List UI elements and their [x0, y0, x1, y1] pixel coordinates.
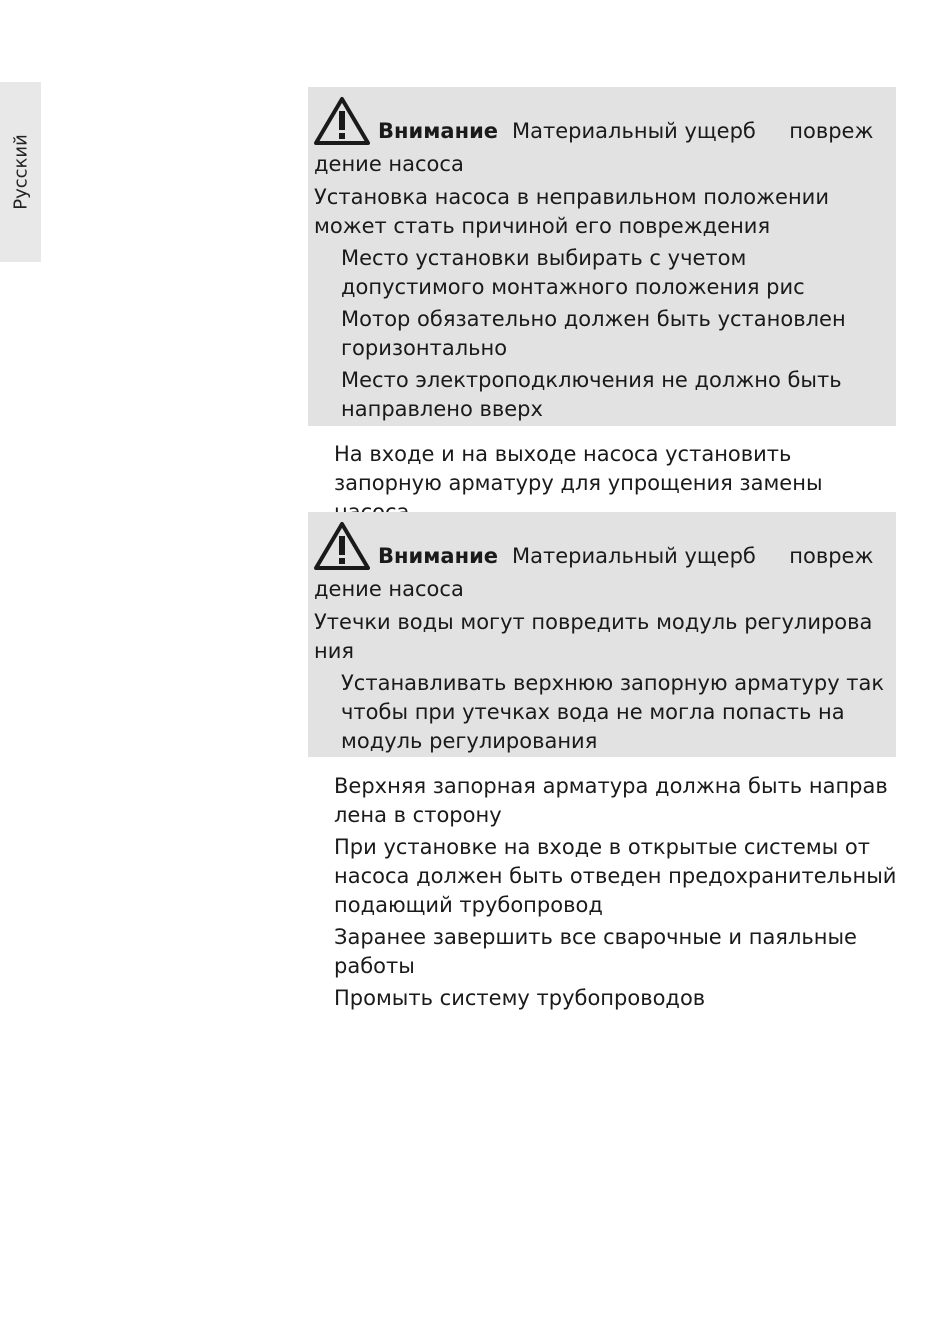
- language-tab: [0, 82, 41, 262]
- warning-bullet: Место установки выбирать с учетом допустимого монтажного положения рис: [341, 246, 805, 299]
- step-item: Заранее завершить все сварочные и паяльные работы: [334, 925, 857, 978]
- warning-label: Внимание: [378, 544, 499, 568]
- warning-bullet: Устанавливать верхнюю запорную арматуру так чтобы при утечках вода не могла попасть на модуль регулирования: [341, 671, 885, 753]
- warning-text: Установка насоса в неправильном положении может стать причиной его повреждения: [314, 185, 829, 238]
- language-label: Русский: [10, 134, 32, 210]
- steps-list-2: [334, 772, 904, 1016]
- warning-triangle-icon: [314, 521, 370, 571]
- warning-title-end: дение насоса: [314, 152, 464, 176]
- warning-text: Утечки воды могут повредить модуль регулирова ния: [314, 610, 873, 663]
- warning-title-end: дение насоса: [314, 577, 464, 601]
- warning-bullet: Место электроподключения не должно быть направлено вверх: [341, 368, 842, 421]
- warning-label: Внимание: [378, 119, 499, 143]
- step-item: Промыть систему трубопроводов: [334, 986, 706, 1010]
- warning-box-2: [308, 512, 896, 757]
- warning-title: Материальный ущерб повреж: [512, 544, 874, 568]
- warning-triangle-icon: [314, 96, 370, 146]
- warning-title: Материальный ущерб повреж: [512, 119, 874, 143]
- step-item: При установке на входе в открытые системы от насоса должен быть отведен предохранительный подающий трубопровод: [334, 835, 897, 917]
- step-item: Верхняя запорная арматура должна быть направ лена в сторону: [334, 774, 888, 827]
- warning-box-1: [308, 87, 896, 426]
- step-item: На входе и на выходе насоса установить запорную арматуру для упрощения замены: [334, 442, 823, 495]
- warning-bullet: Мотор обязательно должен быть установлен горизонтально: [341, 307, 846, 360]
